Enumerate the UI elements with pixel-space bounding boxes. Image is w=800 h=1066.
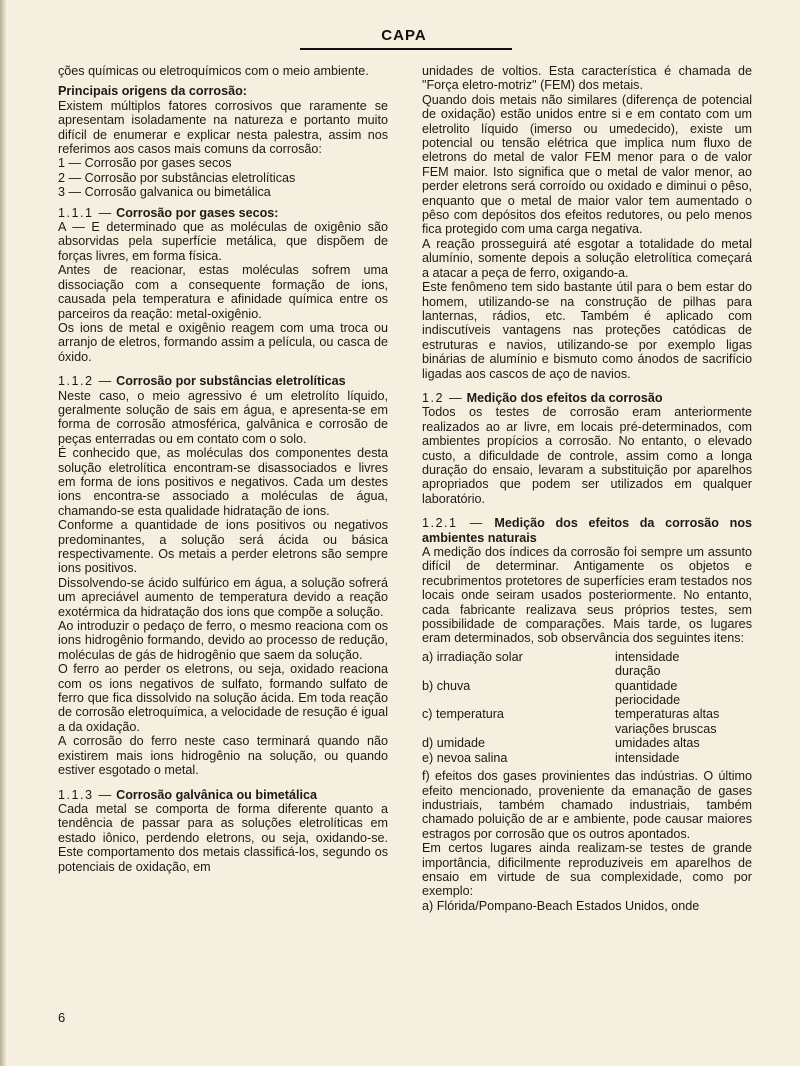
condition-item: periocidade bbox=[615, 693, 681, 708]
paragraph: A reação prosseguirá até esgotar a totalidade do metal alumínio, somente depois a solução eletrolítica começará a atacar a peça de ferro, oxigando-a. bbox=[422, 236, 752, 280]
section-1-2-1-heading bbox=[422, 516, 752, 545]
principais-text: Existem múltiplos fatores corrosivos que raramente se apresentam isoladamente na natureza e portanto muito difícil de enumerar e explicar nesta palestra, assim nos referimos aos casos mais comuns da corrosão: bbox=[58, 98, 388, 157]
condition-label: e) nevoa salina bbox=[422, 750, 508, 765]
paragraph: A — E determinado que as moléculas de oxigênio são absorvidas pela superfície metálica, que dispõem de forças livres, em forma física. bbox=[58, 220, 388, 263]
condition-item: umidades altas bbox=[615, 736, 700, 751]
condition-item: duração bbox=[615, 664, 661, 679]
section-number: 1.2 — bbox=[422, 390, 464, 405]
condition-item: intensidade bbox=[615, 750, 680, 765]
condition-label: b) chuva bbox=[422, 678, 471, 693]
paragraph: A medição dos índices da corrosão foi sempre um assunto difícil de determinar. Antigamente os objetos e recubrimentos protetores de superfícies eram testados nos locais onde seiram usados posteriormente. No entanto, cada fabricante realizava seus próprios testes, sem possibilidade de comparações. Mais tarde, os lugares eram determinados, sob observância dos seguintes itens: bbox=[422, 545, 752, 646]
paragraph: É conhecido que, as moléculas dos componentes desta solução eletrolítica encontram-se disassociados e livres em forma de ions positivos e negativos. Cada um destes ions encontra-se associado a moléculas de água, chamando-se esta qualidade hidratação de ions. bbox=[58, 446, 388, 518]
paragraph: Quando dois metais não similares (diferença de potencial de oxidação) estão unidos entre si e em contato com um eletrolito líquido (imerso ou umedecido), existe um potencial ou tensão elétrica que implica num fluxo de eletrons do metal de valor FEM menor para o de valor FEM maior. Isto significa que o metal de valor menor, ao perder eletrons será corroído ou oxidado e diminui o pêso, enquanto que o metal de maior valor tem aumentado o pêso com depósitos dos efeitos redutores, ou pelo menos fica protegido com uma carga negativa. bbox=[422, 92, 752, 237]
paragraph: Antes de reacionar, estas moléculas sofrem uma dissociação com a consequente formação de ions, causada pela temperatura e afinidade química entre os parceiros da reação: metal-oxigênio. bbox=[58, 263, 388, 321]
principais-heading: Principais origens da corrosão: bbox=[58, 84, 247, 99]
origens-item-3: 3 — Corrosão galvanica ou bimetálica bbox=[58, 185, 271, 200]
paragraph: Neste caso, o meio agressivo é um eletrolíto líquido, geralmente solução de sais em água, e apresenta-se em forma de corrosão atmosférica, galvânica e corrosão de peças enterradas ou em contato com o solo. bbox=[58, 388, 388, 446]
section-number: 1.1.2 — bbox=[58, 374, 113, 389]
conditions-table bbox=[422, 650, 752, 765]
paragraph: a) Flórida/Pompano-Beach Estados Unidos, onde bbox=[422, 898, 700, 913]
page-edge bbox=[0, 0, 6, 1066]
paragraph: O ferro ao perder os eletrons, ou seja, oxidado reaciona com os ions negativos de sulfato, formando sulfato de ferro que fica dissolvido na solução ácida. Em toda reação de corrosão eletroquímica, a velocidade de resução é igual a da oxidação. bbox=[58, 662, 388, 734]
origens-item-1: 1 — Corrosão por gases secos bbox=[58, 156, 232, 171]
condition-label: d) umidade bbox=[422, 736, 486, 751]
paragraph: unidades de voltios. Esta característica é chamada de "Força eletro-motriz" (FEM) dos metais. bbox=[422, 64, 752, 93]
paragraph: Todos os testes de corrosão eram anteriormente realizados ao ar livre, em locais pré-determinados, com ambientes propícios a corrosão. No entanto, o elevado custo, a dificuldade de controle, assim como a longa duração do ensaio, levaram a substituição por aparelhos apropriados que podem ser utilizados em qualquer laboratório. bbox=[422, 405, 752, 506]
section-title: Medição dos efeitos da corrosão nos ambientes naturais bbox=[422, 516, 753, 545]
section-1-1-3-heading bbox=[58, 788, 388, 802]
section-title: Corrosão por substâncias eletrolíticas bbox=[116, 374, 346, 389]
paragraph: f) efeitos dos gases provinientes das indústrias. O último efeito mencionado, proveniente da emanação de gases industriais, também chamado industriais, também chamado poluição de ar e ambiente, pode causar maiores estragos por corrosão que os outros apontados. bbox=[422, 769, 752, 841]
paragraph: Cada metal se comporta de forma diferente quanto a tendência de passar para as soluções eletrolíticas em estado iônico, perdendo eletrons, ou seja, oxidando-se. Este comportamento dos metais classificá-los, segundo os potenciais de oxidação, em bbox=[58, 801, 388, 874]
section-title: Medição dos efeitos da corrosão bbox=[466, 390, 663, 405]
intro-continuation: ções químicas ou eletroquímicos com o meio ambiente. bbox=[58, 64, 369, 78]
page-number: 6 bbox=[58, 1010, 66, 1025]
section-title: Corrosão por gases secos: bbox=[116, 205, 279, 220]
paragraph: Os ions de metal e oxigênio reagem com uma troca ou arranjo de eletros, formando assim a película, ou casca de óxido. bbox=[58, 320, 388, 364]
paragraph: Em certos lugares ainda realizam-se testes de grande importância, dificilmente reproduziveis em aparelhos de ensaio em virtude de sua complexidade, como por exemplo: bbox=[422, 841, 752, 899]
section-1-2-heading bbox=[422, 391, 752, 405]
section-title: Corrosão galvânica ou bimetálica bbox=[116, 787, 317, 802]
condition-label: c) temperatura bbox=[422, 707, 504, 722]
page-title: CAPA bbox=[381, 27, 427, 44]
section-number: 1.1.3 — bbox=[58, 787, 113, 802]
section-1-1-2-heading bbox=[58, 374, 388, 388]
section-1-1-1-heading bbox=[58, 206, 388, 220]
header-rule bbox=[300, 48, 512, 50]
left-column bbox=[58, 64, 388, 874]
paragraph: Conforme a quantidade de ions positivos ou negativos predominantes, a solução será ácida ou básica respectivamente. Os metais a perder eletrons são sempre ions positivos. bbox=[58, 518, 388, 576]
section-number: 1.1.1 — bbox=[58, 205, 113, 220]
paragraph: Este fenômeno tem sido bastante útil para o bem estar do homem, utilizando-se na construção de pilhas para lanternas, rádios, etc. Também é aplicado com indiscutíveis vantagens nas proteções catódicas de estruturas e navios, utilizando-se por exemplo ligas binárias de alumínio e bismuto como ánodos de sacrifício ligadas aos cascos de aço de navios. bbox=[422, 280, 752, 381]
page-header bbox=[0, 27, 800, 45]
section-number: 1.2.1 — bbox=[422, 516, 484, 531]
paragraph: Ao introduzir o pedaço de ferro, o mesmo reaciona com os ions hidrogênio formando, devido ao processo de redução, moléculas de gás de hidrogênio que saem da solução. bbox=[58, 619, 388, 662]
right-column bbox=[422, 64, 752, 913]
origens-item-2: 2 — Corrosão por substâncias eletrolíticas bbox=[58, 170, 296, 185]
condition-item: quantidade bbox=[615, 678, 678, 693]
paragraph: Dissolvendo-se ácido sulfúrico em água, a solução sofrerá um apreciável aumento de temperatura devido a reação exotérmica da hidratação dos ions que compõe a solução. bbox=[58, 575, 388, 619]
paragraph: A corrosão do ferro neste caso terminará quando não existirem mais ions hidrogênio na solução, ou quando estiver esgotado o metal. bbox=[58, 734, 388, 778]
condition-label: a) irradiação solar bbox=[422, 649, 523, 664]
condition-item: temperaturas altas bbox=[615, 707, 720, 722]
condition-item: intensidade bbox=[615, 649, 680, 664]
condition-item: variações bruscas bbox=[615, 721, 717, 736]
